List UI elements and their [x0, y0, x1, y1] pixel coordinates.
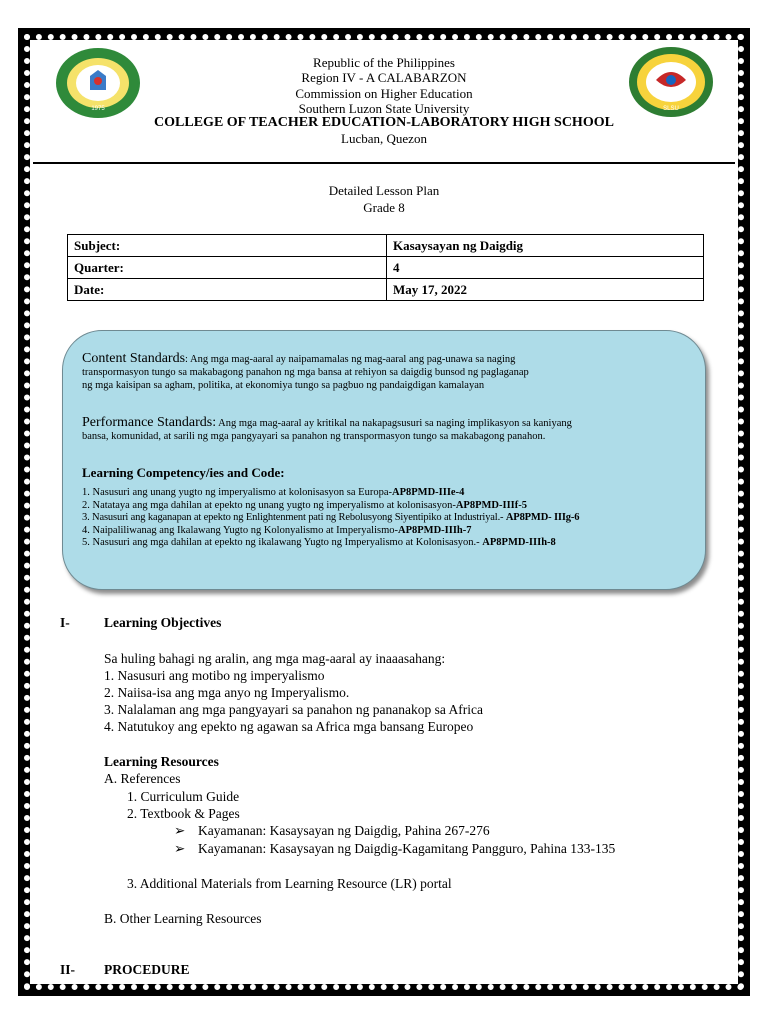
content-standards: [82, 352, 702, 392]
content-standards-text-1: : Ang mga mag-aaral ay naipamamalas ng mag-aaral ang pag-unawa sa naging: [185, 354, 516, 365]
performance-standards-text-2: bansa, komunidad, at sarili ng mga pangyayari sa panahon ng transpormasyon tungo sa makabagong panahon.: [82, 431, 546, 442]
table-cell-value: Kasaysayan ng Daigdig: [387, 235, 704, 257]
performance-standards: [82, 416, 702, 443]
content-standards-text-3: ng mga kaisipan sa agham, politika, at ekonomiya tungo sa pagbuo ng pandaigdigan kamalayan: [82, 380, 485, 391]
list-item: [82, 537, 702, 550]
document-title: Detailed Lesson Plan: [328, 183, 440, 198]
table-cell-label: Subject:: [68, 235, 387, 257]
competency-text: 4. Naipaliliwanag ang Ikalawang Yugto ng Kolonyalismo at Imperyalismo-: [82, 524, 398, 536]
objective-item: 4. Natutukoy ang epekto ng agawan sa Africa mga bansang Europeo: [104, 719, 474, 734]
procedure-heading: PROCEDURE: [104, 962, 190, 977]
content-standards-label: Content Standards: [82, 351, 186, 366]
header-line-ched: Commission on Higher Education: [295, 86, 473, 101]
competency-code: AP8PMD-IIIf-5: [455, 499, 527, 511]
competency-code: AP8PMD-IIIh-7: [398, 524, 472, 536]
objective-item: 3. Nalalaman ang mga pangyayari sa panahon ng pananakop sa Africa: [104, 702, 483, 717]
header-college-name: COLLEGE OF TEACHER EDUCATION-LABORATORY HIGH SCHOOL: [154, 115, 614, 130]
resources-references: A. References: [104, 771, 181, 786]
competency-text: 2. Natataya ang mga dahilan at epekto ng unang yugto ng imperyalismo at kolonisasyon-: [82, 499, 456, 511]
table-row: [68, 235, 704, 257]
resources-heading: Learning Resources: [104, 754, 219, 769]
resource-curriculum-guide: 1. Curriculum Guide: [127, 789, 240, 804]
header-line-region: Region IV - A CALABARZON: [301, 70, 467, 85]
resource-book-2: Kayamanan: Kasaysayan ng Daigdig-Kagamitang Pangguro, Pahina 133-135: [198, 841, 616, 856]
competency-text: 5. Nasusuri ang mga dahilan at epekto ng ikalawang Yugto ng Imperyalismo at Kolonisasyon.-: [82, 537, 483, 549]
info-table: [67, 234, 704, 301]
bullet-arrow-icon: ➢: [174, 823, 186, 838]
svg-text:1975: 1975: [91, 106, 105, 112]
header-line-university: Southern Luzon State University: [298, 101, 470, 116]
competency-code: AP8PMD-IIIe-4: [392, 487, 465, 498]
objective-item: 2. Naiisa-isa ang mga anyo ng Imperyalismo.: [104, 685, 350, 700]
table-row: [68, 279, 704, 301]
list-item: [82, 525, 702, 538]
competency-code: AP8PMD-IIIh-8: [482, 537, 556, 549]
table-cell-label: Date:: [68, 279, 387, 301]
header-divider: [33, 162, 735, 164]
header-line-republic: Republic of the Philippines: [313, 55, 455, 70]
resource-book-1: Kayamanan: Kasaysayan ng Daigdig, Pahina 267-276: [198, 823, 490, 838]
document-grade: Grade 8: [363, 200, 405, 215]
resource-lr-portal: 3. Additional Materials from Learning Resource (LR) portal: [127, 876, 452, 891]
procedure-numeral: II-: [60, 962, 76, 977]
table-cell-value: 4: [387, 257, 704, 279]
resource-other: B. Other Learning Resources: [104, 911, 262, 926]
objectives-intro: Sa huling bahagi ng aralin, ang mga mag-aaral ay inaaasahang:: [104, 651, 446, 666]
objective-item: 1. Nasusuri ang motibo ng imperyalismo: [104, 668, 325, 683]
competency-list: [82, 487, 702, 550]
performance-standards-text-1: Ang mga mag-aaral ay kritikal na nakapagsusuri sa naging implikasyon sa kaniyang: [216, 418, 572, 429]
competency-label: Learning Competency/ies and Code:: [82, 465, 285, 480]
objectives-heading: Learning Objectives: [104, 615, 222, 630]
table-cell-value: May 17, 2022: [387, 279, 704, 301]
header-location: Lucban, Quezon: [341, 131, 427, 146]
list-item: [82, 487, 702, 500]
content-standards-text-2: transpormasyon tungo sa makabagong panahon ng mga bansa at rehiyon sa daigdig bunsod ng paglaganap: [82, 367, 529, 378]
objectives-numeral: I-: [60, 615, 70, 630]
list-item: [82, 500, 702, 513]
bullet-arrow-icon: ➢: [174, 841, 186, 856]
svg-text:SLSU: SLSU: [663, 106, 679, 112]
table-row: [68, 257, 704, 279]
resource-textbook: 2. Textbook & Pages: [127, 806, 240, 821]
table-cell-label: Quarter:: [68, 257, 387, 279]
competency-text: 1. Nasusuri ang unang yugto ng imperyalismo at kolonisasyon sa Europa-: [82, 487, 392, 498]
competency-text: 3. Nasusuri ang kaganapan at epekto ng Enlightenment pati ng Rebolusyong Siyentipiko at Industriyal.-: [82, 512, 506, 524]
competency-code: AP8PMD- IIIg-6: [505, 512, 580, 524]
performance-standards-label: Performance Standards:: [82, 415, 217, 430]
list-item: [82, 512, 702, 525]
